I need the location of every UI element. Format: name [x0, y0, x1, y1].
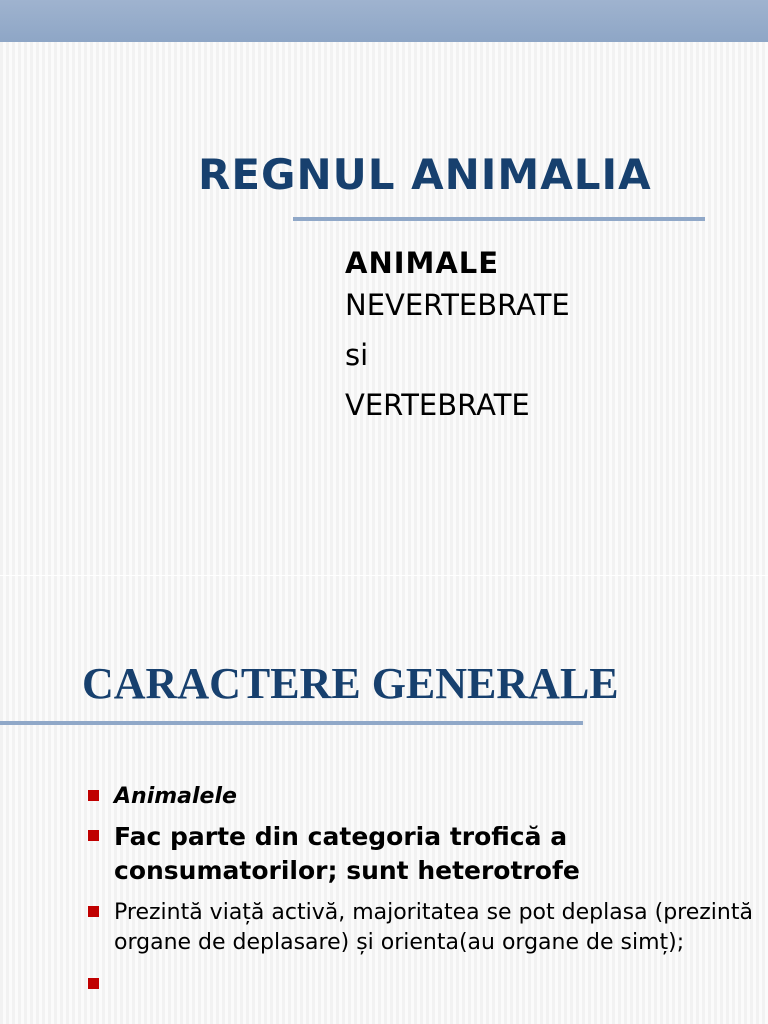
subtitle-line-1: NEVERTEBRATE	[345, 288, 570, 322]
bullet-text: Animalele	[114, 784, 237, 809]
bullet-square-icon	[88, 906, 99, 917]
slide-2-title: CARACTERE GENERALE	[82, 659, 619, 708]
slide-2	[0, 576, 768, 1024]
bullet-square-icon	[88, 790, 99, 801]
subtitle-line-2: si	[345, 338, 369, 372]
subtitle-bold: ANIMALE	[345, 246, 500, 280]
slide-1-title: REGNUL ANIMALIA	[198, 150, 652, 199]
subtitle-line-3: VERTEBRATE	[345, 388, 530, 422]
list-item	[84, 782, 754, 812]
title-underline	[293, 217, 705, 221]
title-underline	[0, 721, 583, 725]
slide-header-bar	[0, 0, 768, 42]
bullet-square-icon	[88, 830, 99, 841]
list-item	[84, 820, 754, 888]
bullet-text: Fac parte din categoria trofică a consumatorilor; sunt heterotrofe	[114, 822, 580, 885]
bullet-text: Prezintă viață activă, majoritatea se pot deplasa (prezintă organe de deplasare) și orienta(au organe de simț);	[114, 900, 753, 955]
list-item	[84, 898, 754, 958]
bullet-square-icon	[88, 978, 99, 989]
bullet-list	[84, 782, 754, 970]
